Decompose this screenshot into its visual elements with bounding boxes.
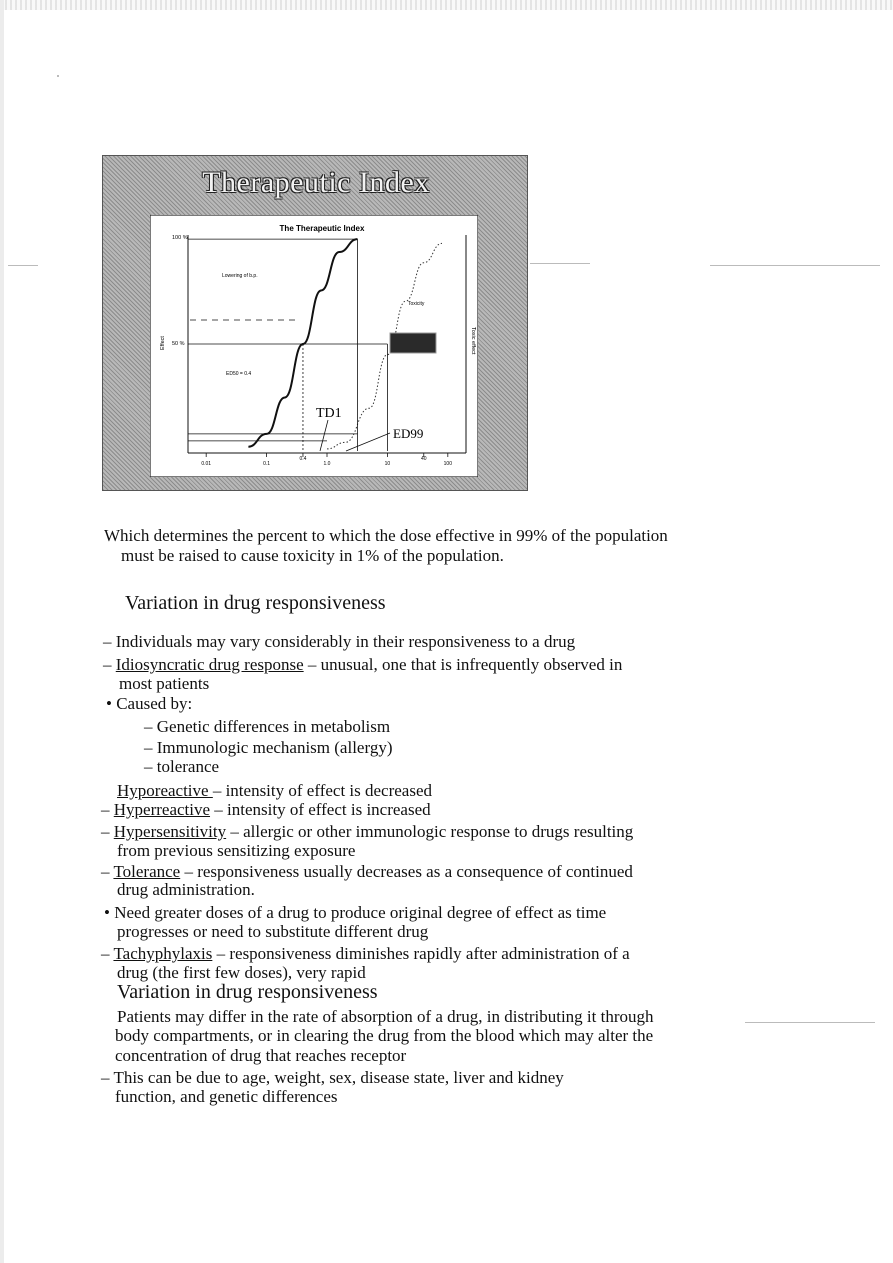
idiosyncratic-continuation: most patients: [119, 674, 210, 693]
hypersensitivity-continuation: from previous sensitizing exposure: [117, 841, 356, 860]
section-heading-1: Variation in drug responsiveness: [125, 592, 386, 614]
scan-edge-left: [0, 0, 4, 1263]
dash-marker: –: [103, 655, 112, 674]
individuals-text: Individuals may vary considerably in their responsiveness to a drug: [115, 632, 576, 651]
need-greater-text: Need greater doses of a drug to produce original degree of effect as time: [114, 903, 607, 922]
due-to-continuation: function, and genetic differences: [115, 1087, 338, 1106]
cause-tolerance: – tolerance: [144, 757, 220, 776]
y-tick-50: 50 %: [172, 341, 185, 347]
term-hyporeactive: Hyporeactive: [117, 781, 213, 800]
list-item-caused-by: [106, 694, 192, 714]
list-item-tachyphylaxis: [101, 944, 630, 964]
callout-box: [390, 333, 436, 353]
bullet-marker: •: [106, 694, 112, 713]
chart-title: The Therapeutic Index: [279, 224, 365, 233]
annotation-td1: TD1: [316, 406, 342, 421]
scan-edge-top: [0, 0, 893, 10]
cause-immunologic: – Immunologic mechanism (allergy): [144, 738, 393, 757]
y-axis-label: Effect: [160, 336, 166, 350]
scan-speck: [710, 265, 880, 266]
therapeutic-index-chart: [150, 215, 478, 477]
term-hypersensitivity: Hypersensitivity: [113, 822, 227, 841]
list-item-individuals: [103, 632, 575, 652]
list-item-idiosyncratic: [103, 655, 622, 675]
hypersensitivity-def: – allergic or other immunologic response to drugs resulting: [226, 822, 634, 841]
tachyphylaxis-def: – responsiveness diminishes rapidly after administration of a: [212, 944, 630, 963]
y-tick-100: 100 %: [172, 235, 188, 241]
right-axis-label: Toxic effect: [470, 327, 476, 355]
annotation-ed99: ED99: [393, 426, 424, 441]
bullet-marker: •: [104, 903, 110, 922]
tachyphylaxis-continuation: drug (the first few doses), very rapid: [117, 963, 366, 982]
list-item-hyporeactive: [117, 781, 432, 801]
section-heading-2: Variation in drug responsiveness: [117, 981, 378, 1003]
x-tick-label: 0.4: [299, 456, 307, 462]
x-tick-label: 0.1: [263, 461, 271, 467]
curve-label-toxicity: Toxicity: [408, 301, 425, 307]
scan-speck: [57, 75, 59, 77]
x-tick-label: 1.0: [323, 461, 331, 467]
term-tolerance: Tolerance: [113, 862, 181, 881]
intro-line-2: must be raised to cause toxicity in 1% of the population.: [121, 546, 504, 565]
slide-title: Therapeutic Index: [202, 166, 430, 199]
term-idiosyncratic: Idiosyncratic drug response: [115, 655, 304, 674]
dash-marker: –: [101, 800, 110, 819]
intro-line-1: Which determines the percent to which the dose effective in 99% of the population: [104, 526, 668, 545]
due-to-text: This can be due to age, weight, sex, disease state, liver and kidney: [113, 1068, 564, 1087]
list-item-tolerance: [101, 862, 633, 882]
x-tick-label: 10: [384, 461, 391, 467]
scan-speck: [530, 263, 590, 264]
scan-speck: [745, 1022, 875, 1023]
idiosyncratic-def: – unusual, one that is infrequently observed in: [303, 655, 623, 674]
patients-line-3: concentration of drug that reaches receptor: [115, 1046, 407, 1065]
patients-line-2: body compartments, or in clearing the drug from the blood which may alter the: [115, 1026, 654, 1045]
x-tick-label: 0.01: [201, 461, 212, 467]
x-tick-label: 100: [443, 461, 452, 467]
annotation-ed50: ED50 = 0.4: [226, 371, 252, 377]
term-tachyphylaxis: Tachyphylaxis: [113, 944, 213, 963]
list-item-due-to: [101, 1068, 564, 1088]
x-tick-label: 40: [420, 456, 427, 462]
tolerance-def: – responsiveness usually decreases as a consequence of continued: [180, 862, 633, 881]
list-item-need-greater: [104, 903, 606, 923]
caused-by-text: Caused by:: [116, 694, 193, 713]
hyporeactive-def: – intensity of effect is decreased: [212, 781, 433, 800]
cause-genetic: – Genetic differences in metabolism: [144, 717, 391, 736]
term-hyperreactive: Hyperreactive: [113, 800, 211, 819]
scan-speck: [8, 265, 38, 266]
tolerance-continuation: drug administration.: [117, 880, 255, 899]
hyperreactive-def: – intensity of effect is increased: [210, 800, 431, 819]
need-greater-continuation: progresses or need to substitute different drug: [117, 922, 429, 941]
list-item-hypersensitivity: [101, 822, 633, 842]
dash-marker: –: [103, 632, 112, 651]
dash-marker: –: [101, 862, 110, 881]
list-item-hyperreactive: [101, 800, 431, 820]
curve-label-lowering: Lowering of b.p.: [222, 273, 258, 279]
patients-line-1: Patients may differ in the rate of absorption of a drug, in distributing it through: [117, 1007, 654, 1026]
dash-marker: –: [101, 1068, 110, 1087]
dash-marker: –: [101, 944, 110, 963]
dash-marker: –: [101, 822, 110, 841]
